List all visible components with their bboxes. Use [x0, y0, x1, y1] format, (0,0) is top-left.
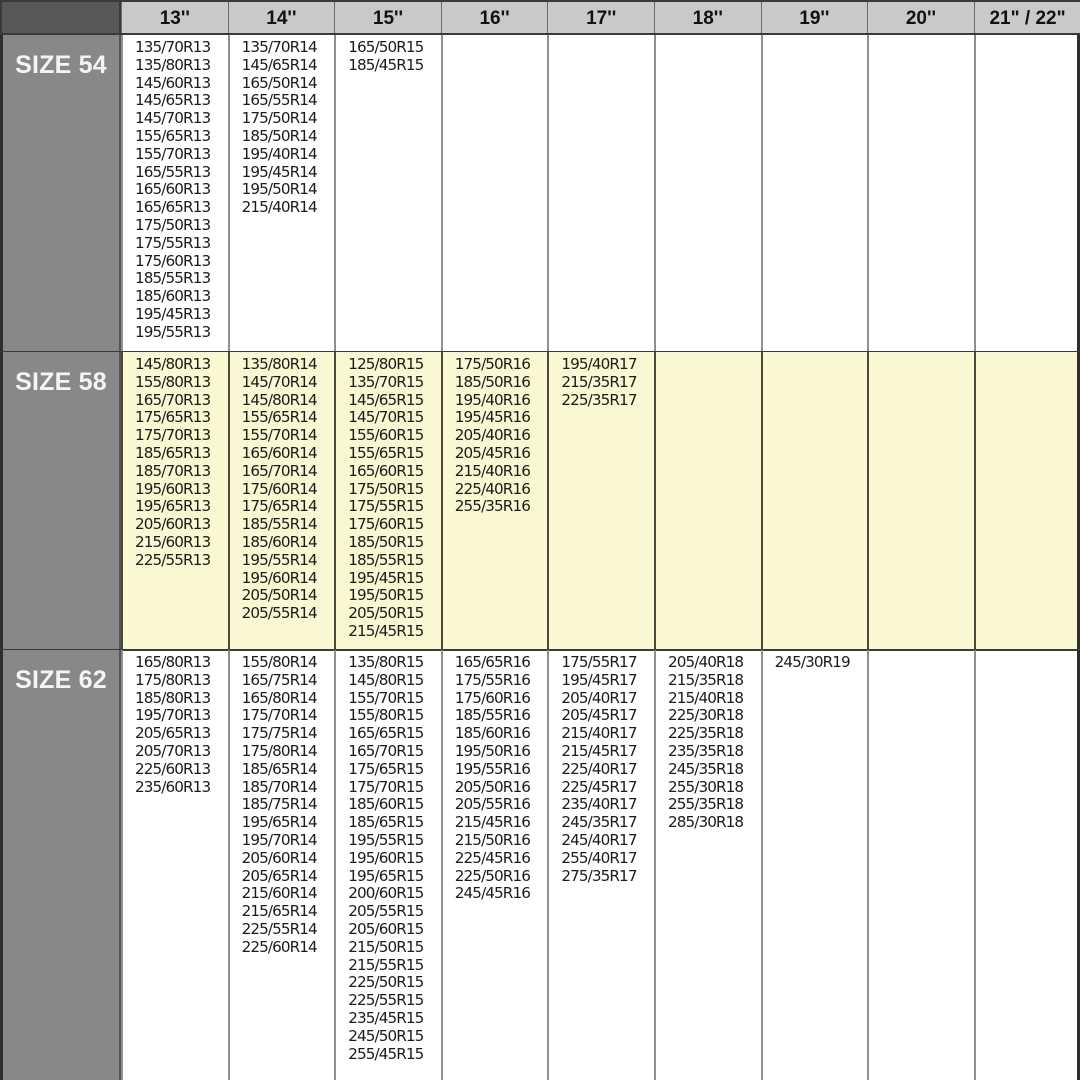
- tire-size: 155/65R14: [241, 408, 317, 427]
- tire-size: 165/70R14: [241, 461, 317, 480]
- tire-size: 195/40R14: [241, 144, 317, 163]
- tire-size: 245/35R17: [561, 813, 637, 832]
- tire-size: 215/45R16: [454, 813, 530, 832]
- tire-size: 175/60R13: [135, 251, 211, 270]
- size-cell: [867, 650, 974, 1080]
- size-label: SIZE 62: [0, 650, 121, 1080]
- tire-size: 275/35R17: [561, 866, 637, 885]
- tire-size: 155/80R15: [348, 706, 424, 725]
- tire-size: 205/40R16: [454, 426, 530, 445]
- tire-size: 175/75R14: [241, 724, 317, 743]
- tire-size: 165/65R13: [135, 198, 211, 217]
- tire-size: 185/55R15: [348, 550, 424, 569]
- size-cell: [228, 35, 335, 351]
- size-label: SIZE 58: [0, 352, 121, 649]
- tire-size: 145/65R14: [241, 55, 317, 74]
- tire-size: 200/60R15: [348, 884, 424, 903]
- size-cell: [334, 35, 441, 351]
- tire-size: 175/80R14: [241, 741, 317, 760]
- tire-size: 185/50R15: [348, 532, 424, 551]
- size-cell: [654, 650, 761, 1080]
- tire-size: 145/60R13: [135, 73, 211, 92]
- tire-size: 185/80R13: [135, 688, 211, 707]
- size-cell: [441, 352, 548, 649]
- column-header-16: 16'': [441, 2, 548, 33]
- tire-size: 175/65R14: [241, 497, 317, 516]
- tire-size: 255/35R18: [667, 795, 744, 814]
- tire-size: 185/60R15: [348, 795, 424, 814]
- tire-size: 195/55R15: [348, 830, 424, 849]
- tire-size: 245/40R17: [561, 830, 637, 849]
- tire-size: 205/50R14: [241, 586, 317, 605]
- column-header-14: 14'': [228, 2, 335, 33]
- tire-size: 205/60R15: [348, 919, 424, 938]
- tire-size: 165/50R15: [348, 38, 424, 56]
- tire-size: 215/40R16: [454, 461, 530, 480]
- tire-size: 195/60R13: [135, 479, 211, 498]
- tire-size: 155/70R14: [241, 426, 317, 445]
- size-cell: [121, 352, 228, 649]
- tire-size: 225/50R16: [454, 866, 530, 885]
- tire-size: 205/45R17: [561, 706, 637, 725]
- tire-size: 175/65R15: [348, 759, 424, 778]
- size-row: [0, 352, 1080, 651]
- tire-size: 165/70R13: [135, 390, 211, 409]
- tire-size: 155/80R14: [241, 653, 317, 671]
- header-corner: [0, 2, 121, 33]
- tire-size: 165/60R14: [241, 443, 317, 462]
- tire-size: 155/60R15: [348, 426, 424, 445]
- tire-size: 215/45R15: [348, 621, 424, 640]
- tire-size: 175/65R13: [135, 408, 211, 427]
- size-cell: [121, 35, 228, 351]
- column-header-19: 19'': [761, 2, 868, 33]
- tire-size: 215/45R17: [561, 741, 637, 760]
- tire-size: 155/65R13: [135, 126, 211, 145]
- tire-size: 175/70R14: [241, 706, 317, 725]
- size-cell: [974, 35, 1080, 351]
- tire-size: 165/75R14: [241, 670, 317, 689]
- tire-size: 175/70R13: [135, 426, 211, 445]
- tire-size: 255/35R16: [454, 497, 530, 516]
- tire-size: 135/70R15: [348, 372, 424, 391]
- tire-size: 195/65R14: [241, 813, 317, 832]
- tire-size: 165/50R14: [241, 73, 317, 92]
- tire-size: 245/30R19: [774, 653, 850, 671]
- tire-size: 245/35R18: [667, 759, 744, 778]
- tire-size: 175/60R16: [454, 688, 530, 707]
- tire-size: 215/40R17: [561, 724, 637, 743]
- tire-size: 145/70R14: [241, 372, 317, 391]
- tire-size: 235/35R18: [667, 741, 744, 760]
- tire-size: 205/60R13: [135, 515, 211, 534]
- tire-size: 175/55R15: [348, 497, 424, 516]
- tire-size: 165/65R16: [454, 653, 530, 671]
- tire-size: 165/80R14: [241, 688, 317, 707]
- tire-size: 155/70R15: [348, 688, 424, 707]
- tire-size: 215/60R14: [241, 884, 317, 903]
- tire-size: 195/60R14: [241, 568, 317, 587]
- tire-size: 215/50R16: [454, 830, 530, 849]
- tire-size: 185/60R14: [241, 532, 317, 551]
- tire-size: 225/30R18: [667, 706, 744, 725]
- tire-size: 285/30R18: [667, 813, 744, 832]
- tire-size: 205/40R18: [667, 653, 744, 671]
- tire-size: 145/80R13: [135, 355, 211, 373]
- tire-size: 195/45R16: [454, 408, 530, 427]
- tire-size: 185/70R14: [241, 777, 317, 796]
- tire-size: 185/65R14: [241, 759, 317, 778]
- size-cell: [654, 352, 761, 649]
- tire-size: 145/70R13: [135, 109, 211, 128]
- size-cell: [974, 650, 1080, 1080]
- tire-size: 225/45R17: [561, 777, 637, 796]
- tire-size: 215/65R14: [241, 902, 317, 921]
- tire-size: 195/45R15: [348, 568, 424, 587]
- tire-size: 195/65R13: [135, 497, 211, 516]
- size-cell: [761, 352, 868, 649]
- tire-size: 225/60R14: [241, 937, 317, 956]
- tire-size: 195/45R17: [561, 670, 637, 689]
- tire-size: 205/45R16: [454, 443, 530, 462]
- tire-size: 205/70R13: [135, 741, 211, 760]
- tire-size: 235/40R17: [561, 795, 637, 814]
- tire-size: 155/65R15: [348, 443, 424, 462]
- tire-size: 165/60R15: [348, 461, 424, 480]
- tire-size: 165/55R14: [241, 91, 317, 110]
- tire-size: 135/80R14: [241, 355, 317, 373]
- tire-size: 175/80R13: [135, 670, 211, 689]
- tire-size: 185/60R13: [135, 287, 211, 306]
- tire-size: 175/55R13: [135, 233, 211, 252]
- column-header-15: 15'': [334, 2, 441, 33]
- tire-size: 215/60R13: [135, 532, 211, 551]
- tire-size: 195/50R15: [348, 586, 424, 605]
- tire-size: 195/55R13: [135, 322, 211, 341]
- tire-size: 185/55R16: [454, 706, 530, 725]
- tire-size: 175/55R17: [561, 653, 637, 671]
- tire-size: 185/45R15: [348, 55, 424, 74]
- tire-size: 145/80R15: [348, 670, 424, 689]
- tire-size: 195/60R15: [348, 848, 424, 867]
- tire-size: 205/65R14: [241, 866, 317, 885]
- tire-size: 135/70R13: [135, 38, 211, 56]
- tire-size: 195/55R16: [454, 759, 530, 778]
- size-cell: [334, 650, 441, 1080]
- column-header-13: 13'': [121, 2, 228, 33]
- tire-size: 165/70R15: [348, 741, 424, 760]
- size-label: SIZE 54: [0, 35, 121, 351]
- tire-size: 205/65R13: [135, 724, 211, 743]
- size-cell: [228, 352, 335, 649]
- tire-size: 175/50R13: [135, 215, 211, 234]
- tire-size: 195/50R16: [454, 741, 530, 760]
- tire-size: 195/45R13: [135, 304, 211, 323]
- tire-size: 185/75R14: [241, 795, 317, 814]
- tire-size: 185/55R14: [241, 515, 317, 534]
- size-cell: [441, 35, 548, 351]
- size-cell: [547, 650, 654, 1080]
- tire-size: 185/50R14: [241, 126, 317, 145]
- tire-size: 225/40R17: [561, 759, 637, 778]
- tire-size: 185/70R13: [135, 461, 211, 480]
- tire-size: 235/60R13: [135, 777, 211, 796]
- tire-size: 205/50R15: [348, 604, 424, 623]
- tire-size: 235/45R15: [348, 1008, 424, 1027]
- size-cell: [334, 352, 441, 649]
- column-header-20: 20'': [867, 2, 974, 33]
- tire-size: 145/70R15: [348, 408, 424, 427]
- tire-size: 225/40R16: [454, 479, 530, 498]
- tire-size: 145/65R13: [135, 91, 211, 110]
- tire-size: 185/65R13: [135, 443, 211, 462]
- tire-size: 175/60R14: [241, 479, 317, 498]
- tire-size: 175/70R15: [348, 777, 424, 796]
- tire-size: 225/35R17: [561, 390, 637, 409]
- tire-size: 195/65R15: [348, 866, 424, 885]
- column-header-18: 18'': [654, 2, 761, 33]
- tire-size: 225/35R18: [667, 724, 744, 743]
- size-cell: [228, 650, 335, 1080]
- tire-size: 195/40R17: [561, 355, 637, 373]
- tire-size: 165/65R15: [348, 724, 424, 743]
- size-cell: [547, 352, 654, 649]
- tire-size: 175/50R14: [241, 109, 317, 128]
- size-cell: [867, 352, 974, 649]
- tire-size: 195/55R14: [241, 550, 317, 569]
- size-row: [0, 35, 1080, 353]
- tire-size: 165/55R13: [135, 162, 211, 181]
- tire-size: 185/55R13: [135, 269, 211, 288]
- tire-size: 215/35R17: [561, 372, 637, 391]
- tire-size: 155/70R13: [135, 144, 211, 163]
- tire-size: 145/65R15: [348, 390, 424, 409]
- column-header-17: 17'': [547, 2, 654, 33]
- tire-size: 205/55R16: [454, 795, 530, 814]
- size-cell: [761, 35, 868, 351]
- tire-size: 205/60R14: [241, 848, 317, 867]
- tire-size: 195/40R16: [454, 390, 530, 409]
- tire-size: 195/70R14: [241, 830, 317, 849]
- tire-size: 255/30R18: [667, 777, 744, 796]
- tire-size: 165/80R13: [135, 653, 211, 671]
- tire-size: 225/45R16: [454, 848, 530, 867]
- column-header-21-22: 21" / 22": [974, 2, 1080, 33]
- tire-size: 185/60R16: [454, 724, 530, 743]
- tire-size: 205/40R17: [561, 688, 637, 707]
- tire-size: 225/60R13: [135, 759, 211, 778]
- tire-size: 205/55R15: [348, 902, 424, 921]
- tire-size: 215/35R18: [667, 670, 744, 689]
- tire-size: 225/50R15: [348, 973, 424, 992]
- tire-size: 195/45R14: [241, 162, 317, 181]
- tire-size: 135/80R13: [135, 55, 211, 74]
- tire-size: 225/55R14: [241, 919, 317, 938]
- size-row: [0, 650, 1080, 1080]
- tire-size: 195/70R13: [135, 706, 211, 725]
- tire-size: 165/60R13: [135, 180, 211, 199]
- tire-size: 215/40R14: [241, 198, 317, 217]
- size-cell: [761, 650, 868, 1080]
- tire-size: 185/50R16: [454, 372, 530, 391]
- tire-size: 245/50R15: [348, 1026, 424, 1045]
- tire-size: 195/50R14: [241, 180, 317, 199]
- tire-size: 205/50R16: [454, 777, 530, 796]
- tire-size: 215/40R18: [667, 688, 744, 707]
- tire-size: 255/45R15: [348, 1044, 424, 1063]
- tire-size: 225/55R15: [348, 991, 424, 1010]
- tire-size: 175/60R15: [348, 515, 424, 534]
- tire-size: 185/65R15: [348, 813, 424, 832]
- tire-size: 155/80R13: [135, 372, 211, 391]
- size-cell: [441, 650, 548, 1080]
- tire-size: 145/80R14: [241, 390, 317, 409]
- tire-size: 205/55R14: [241, 604, 317, 623]
- size-cell: [547, 35, 654, 351]
- tire-size: 225/55R13: [135, 550, 211, 569]
- tire-size: 245/45R16: [454, 884, 530, 903]
- tire-size: 175/50R15: [348, 479, 424, 498]
- tire-size: 135/70R14: [241, 38, 317, 56]
- header-row: [0, 0, 1080, 35]
- tire-size: 215/55R15: [348, 955, 424, 974]
- tire-size: 255/40R17: [561, 848, 637, 867]
- size-cell: [974, 352, 1080, 649]
- tire-size: 175/50R16: [454, 355, 530, 373]
- size-cell: [654, 35, 761, 351]
- tire-size: 125/80R15: [348, 355, 424, 373]
- tire-size: 175/55R16: [454, 670, 530, 689]
- size-cell: [121, 650, 228, 1080]
- size-cell: [867, 35, 974, 351]
- tire-size: 135/80R15: [348, 653, 424, 671]
- tire-size: 215/50R15: [348, 937, 424, 956]
